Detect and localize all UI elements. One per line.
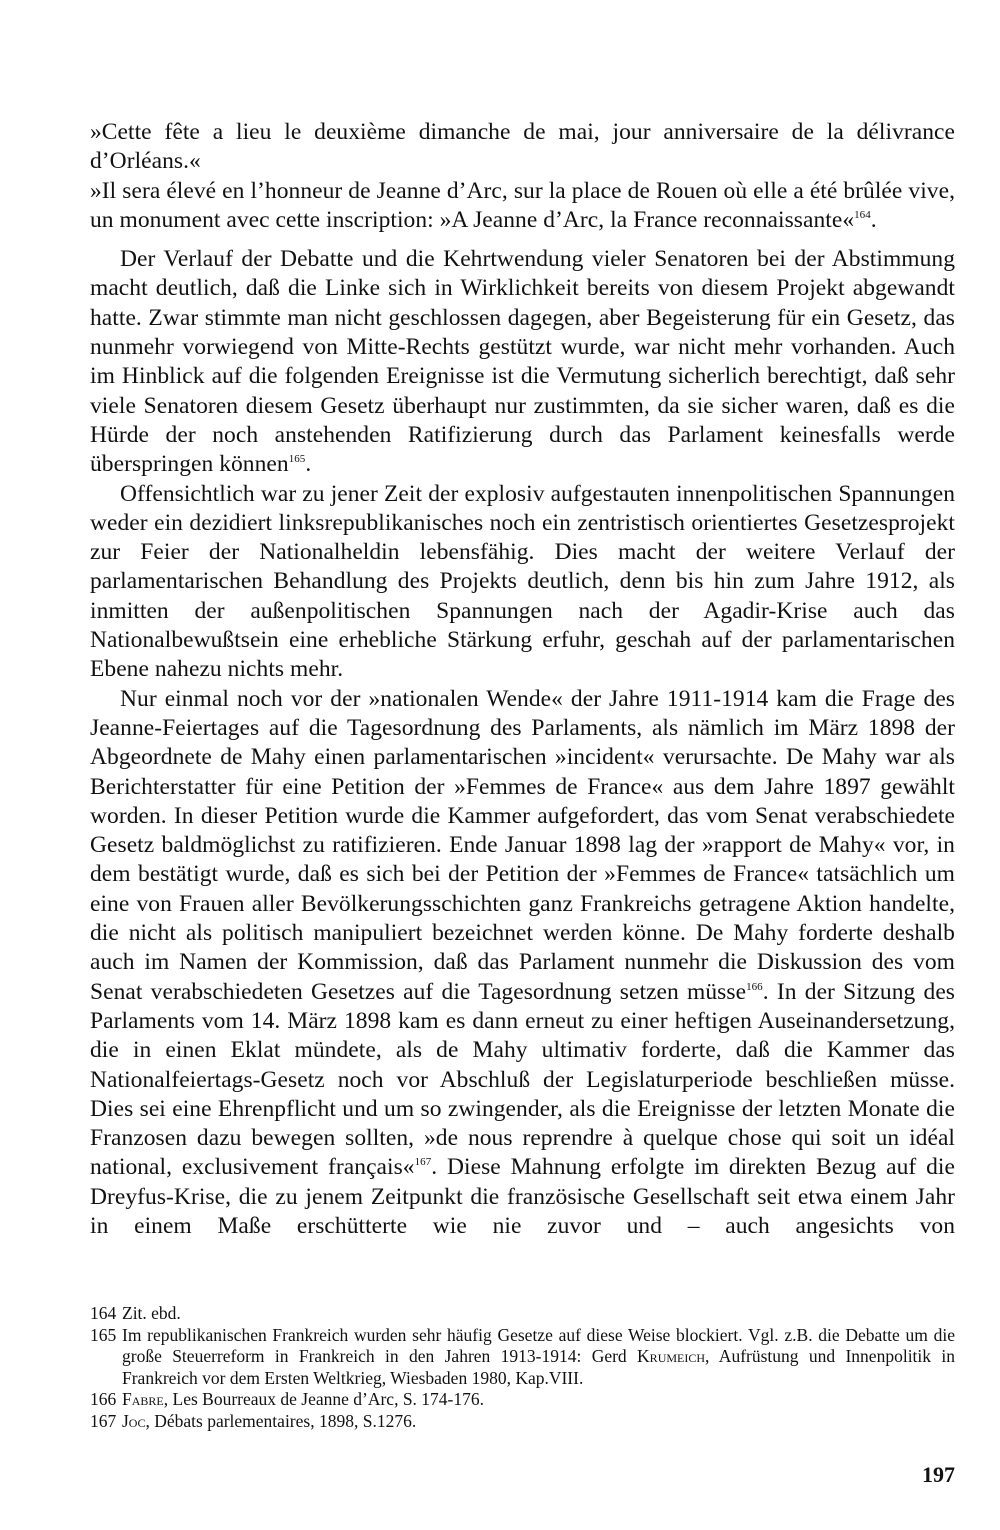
quote-paragraph (90, 177, 955, 236)
paragraph-text: . In der Sitzung des Parlaments vom 14. März 1898 kam es dann erneut zu einer heftigen Auseinandersetzung, die in einen Eklat mündete, als de Mahy ultimativ forderte, daß die Kammer das Nationalfeiertags-Gesetz noch vor Abschluß der Legislaturperiode beschließen müsse. Dies sei eine Ehrenpflicht und um so zwingender, als die Ereignisse der letzten Monate die Franzosen dazu bewegen sollten, »de nous reprendre à quelque chose qui soit un idéal national, exclusivement français« (90, 978, 956, 1181)
footnote-author: Krumeich (637, 1346, 706, 1367)
quote-paragraph (90, 118, 955, 177)
body-paragraph (90, 245, 955, 479)
paragraph-text: Offensichtlich war zu jener Zeit der explosiv aufgestauten innenpolitischen Spannungen weder ein dezidiert linksrepublikanisches noch ein zentristisch orientiertes Gesetzesprojekt zur Feier der Nationalheldin lebensfähig. Dies macht der weitere Verlauf der parlamentarischen Behandlung des Projekts deutlich, denn bis hin zum Jahre 1912, als inmitten der außenpolitischen Spannungen nach der Agadir-Krise auch das Nationalbewußtsein eine erhebliche Stärkung erfuhr, geschah auf der parlamentarischen Ebene nahezu nichts mehr. (90, 480, 955, 683)
body-paragraph (90, 685, 955, 1242)
quotation-block (90, 118, 955, 235)
quote-text: »Cette fête a lieu le deuxième dimanche de mai, jour anniversaire de la délivrance d’Orléans.« (90, 119, 955, 175)
footnote-ref-167[interactable]: 167 (414, 1156, 432, 1169)
quote-text: »Il sera élevé en l’honneur de Jeanne d’Arc, sur la place de Rouen où elle a été brûlée vive, un monument avec cette inscription: »A Jeanne d’Arc, la France reconnaissante« (90, 177, 955, 233)
footnotes (90, 1303, 955, 1433)
paragraph-text: Nur einmal noch vor der »nationalen Wende« der Jahre 1911-1914 kam die Frage des Jeanne-Feiertages auf die Tagesordnung des Parlaments, als nämlich im März 1898 der Abgeordnete de Mahy einen parlamentarischen »incident« verursachte. De Mahy war als Berichterstatter für eine Petition der »Femmes de France« aus dem Jahre 1897 gewählt worden. In dieser Petition wurde die Kammer aufgefordert, das vom Senat verabschiedete Gesetz baldmöglichst zu ratifizieren. Ende Januar 1898 lag der »rapport de Mahy« vor, in dem bestätigt wurde, daß es sich bei der Petition der »Femmes de France« tatsächlich um eine von Frauen aller Bevölkerungsschichten ganz Frankreichs getragene Aktion handelte, die nicht als politisch manipuliert bezeichnet werden könne. De Mahy forderte deshalb auch im Namen der Kommission, daß das Parlament nunmehr die Diskussion des vom Senat verabschiedeten Gesetzes auf die Tagesordnung setzen müsse (90, 685, 955, 1005)
paragraph-text: . Diese Mahnung erfolgte im direkten Bezug auf die Dreyfus-Krise, die zu jenem Zeitpunkt die französische Gesellschaft seit etwa einem Jahr in einem Maße erschütterte wie nie zuvor und – auch angesichts von (90, 1154, 955, 1239)
footnote-author: Joc (122, 1410, 146, 1431)
footnote-number: 166 (90, 1389, 117, 1410)
footnote-text: , Les Bourreaux de Jeanne d’Arc, S. 174-176. (163, 1389, 485, 1410)
footnote-167 (90, 1411, 955, 1433)
footnote-ref-164[interactable]: 164 (854, 209, 871, 222)
footnote-text: Zit. ebd. (122, 1303, 181, 1323)
main-text (90, 118, 955, 1241)
footnote-number: 164 (90, 1303, 117, 1323)
paragraph-text: Der Verlauf der Debatte und die Kehrtwendung vieler Senatoren bei der Abstimmung macht deutlich, daß die Linke sich in Wirklichkeit bereits von diesem Projekt abgewandt hatte. Zwar stimmte man nicht geschlossen dagegen, aber Begeisterung für ein Gesetz, das nunmehr vorwiegend von Mitte-Rechts gestützt wurde, war nicht mehr vorhanden. Auch im Hinblick auf die folgenden Ereignisse ist die Vermutung sicherlich berechtigt, daß sehr viele Senatoren diesem Gesetz überhaupt nur zustimmten, da sie sicher waren, daß es die Hürde der noch anstehenden Ratifizierung durch das Parlament keinesfalls werde überspringen können (90, 246, 955, 478)
footnote-164 (90, 1303, 955, 1325)
footnote-166 (90, 1389, 955, 1411)
footnote-ref-165[interactable]: 165 (288, 453, 306, 466)
footnote-165 (90, 1325, 955, 1390)
paragraph-text: . (305, 451, 312, 478)
footnote-text: Im republikanischen Frankreich wurden sehr häufig Gesetze auf diese Weise blockiert. Vgl. z.B. die Debatte um die große Steuerreform in Frankreich in den Jahren 1913-1914: Gerd (122, 1324, 955, 1367)
footnote-text: , Aufrüstung und Innenpolitik in Frankreich vor dem Ersten Weltkrieg, Wiesbaden 1980, Kap.VIII. (122, 1346, 955, 1388)
footnote-ref-166[interactable]: 166 (746, 980, 763, 993)
body-paragraph (90, 480, 955, 685)
page-number: 197 (922, 1462, 955, 1487)
footnote-number: 165 (90, 1324, 117, 1345)
footnote-number: 167 (90, 1410, 117, 1431)
footnote-author: Fabre (122, 1389, 164, 1410)
footnote-text: , Débats parlementaires, 1898, S.1276. (145, 1410, 417, 1431)
quote-text: . (870, 206, 877, 233)
